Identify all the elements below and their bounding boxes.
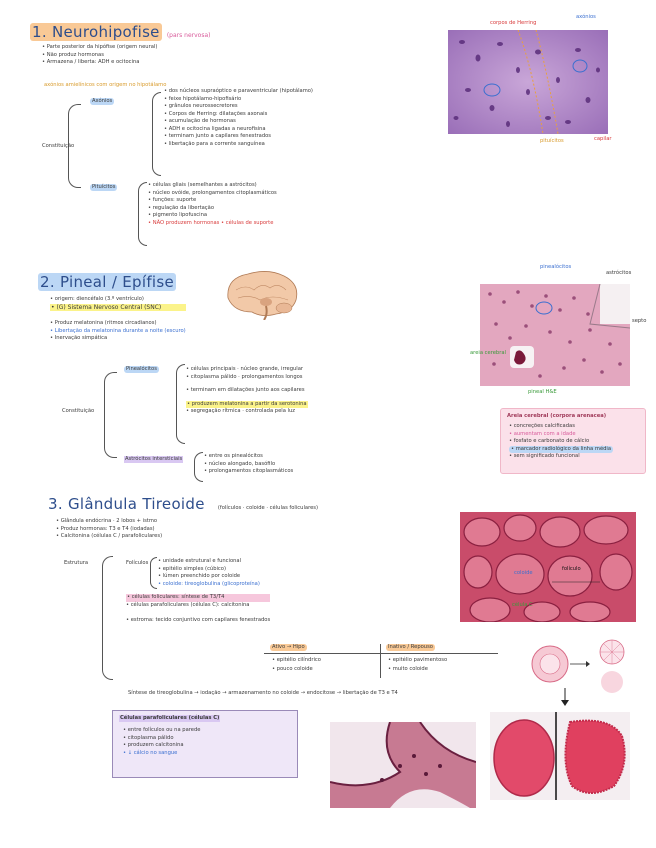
list-item: • produzem melatonina a partir da serotonina (187, 400, 307, 407)
table-cell: • muito coloide (388, 666, 428, 672)
list-item: • regulação da libertação (148, 204, 215, 211)
list-item: • marcador radiológico da linha média (511, 445, 612, 452)
list-item: • unidade estrutural e funcional (158, 558, 242, 564)
section-1-header (30, 22, 210, 41)
list-item: • ↓ cálcio no sangue (123, 749, 178, 756)
table-divider (380, 644, 381, 678)
section-2-main-brace (104, 372, 117, 458)
s1-img-label-herring: corpos de Herring (490, 20, 537, 26)
s1-img-label-pituicytes: pituícitos (540, 138, 564, 144)
list-item: • produzem calcitonina (123, 742, 184, 748)
list-item: • citoplasma pálido · prolongamentos longos (186, 373, 303, 380)
table-header-active: Ativo → Hipo (272, 644, 305, 650)
list-item: • prolongamentos citoplasmáticos (204, 468, 294, 474)
parafollicular-lines (123, 727, 200, 757)
s3-main-brace (102, 556, 113, 680)
intro-line: • Glândula endócrina · 2 lobos + istmo (56, 518, 158, 524)
parafollicular-title: Células parafoliculares (células C) (120, 715, 220, 721)
colloid-comparison-micrograph (490, 712, 630, 800)
down-arrow-icon (560, 688, 570, 706)
brain-illustration (222, 268, 302, 320)
s2-img-label-pinealocytes: pinealócitos (540, 264, 572, 270)
list-item: • estroma: tecido conjuntivo com capilares fenestrados (126, 617, 271, 623)
section-2-title: 2. Pineal / Epífise (40, 273, 175, 291)
brain-sand-box (500, 408, 646, 474)
section-3-hint: (folículos · coloide · células foliculares) (217, 505, 319, 511)
table-cell: • pouco coloide (272, 666, 313, 672)
intro-line: • Libertação da melatonina durante a noite (escuro) (50, 327, 186, 334)
list-item: • grânulos neurossecretores (164, 103, 238, 109)
table-cell: • epitélio cilíndrico (272, 657, 321, 663)
s2-branch1-lines (186, 366, 308, 416)
section-1-intro (42, 44, 157, 67)
list-item: • NÃO produzem hormonas • células de suporte (148, 219, 274, 226)
brain-sand-lines (509, 423, 613, 461)
s3-img-label-follicle: folículo (562, 566, 581, 572)
s2-img-label-septum: septo (632, 318, 647, 324)
intro-line: • Produz melatonina (ritmos circadianos) (50, 320, 157, 326)
list-item: • Corpos de Herring: dilatações axonais (164, 110, 268, 117)
list-item: • núcleo ovóide, prolongamentos citoplasmáticos (148, 189, 277, 196)
s1-branch1-lines (164, 88, 313, 148)
section-3-header (48, 494, 318, 513)
intro-line: • Parte posterior da hipófise (origem neural) (42, 44, 158, 50)
s3-sub2-lines (126, 594, 270, 625)
intro-line: • Produz hormonas: T3 e T4 (iodadas) (56, 525, 155, 532)
s1-branch1-label: Axónios (92, 98, 113, 104)
section-3-title: 3. Glândula Tireoide (48, 495, 205, 513)
neurohypophysis-micrograph (448, 30, 608, 134)
list-item: • lúmen preenchido por coloide (158, 573, 241, 579)
s1-branch2-lines (148, 182, 277, 227)
s2-branch2-lines (204, 453, 293, 476)
table-cell: • epitélio pavimentoso (388, 657, 448, 663)
list-item: • dos núcleos supraóptico e paraventricular (hipotálamo) (164, 88, 313, 94)
section-2-intro (50, 296, 186, 343)
section-2-brace-label: Constituição (62, 408, 95, 414)
intro-line: • (G) Sistema Nervoso Central (SNC) (50, 304, 186, 312)
list-item: • entre os pinealócitos (204, 453, 263, 459)
s1-branch1-brace (152, 92, 161, 176)
s1-img-label-capillary: capilar (594, 136, 612, 142)
list-item: • citoplasma pálido (123, 734, 174, 741)
s2-img-label-sand: areia cerebral (470, 350, 506, 356)
s3-sub1-lines (158, 558, 260, 588)
follicle-diagrams (520, 636, 636, 696)
list-item: • entre folículos ou na parede (123, 727, 201, 733)
list-item: • células foliculares: síntese de T3/T4 (126, 594, 270, 602)
list-item: • feixe hipotálamo-hipofisário (164, 95, 242, 102)
follicle-state-table (264, 644, 498, 680)
s3-img-label-colloid: coloide (514, 570, 533, 576)
intro-line: • origem: diencéfalo (3.º ventrículo) (50, 296, 144, 302)
s3-sub1-label: Folículos (126, 560, 149, 566)
list-item: • células principais · núcleo grande, irregular (186, 366, 304, 372)
section-1-note: axónios amielínicos com origem no hipotálamo (44, 82, 167, 88)
s1-branch2-brace (138, 182, 147, 246)
s1-img-label-axons: axónios (576, 14, 596, 20)
s3-branch-label: Estrutura (64, 560, 89, 566)
section-3-intro (56, 518, 162, 541)
parafollicular-box (112, 710, 298, 778)
list-item: • aumentam com a idade (509, 430, 576, 437)
list-item: • concreções calcificadas (509, 423, 575, 429)
intro-line: • Inervação simpática (50, 335, 108, 341)
list-item: • pigmento lipofuscina (148, 212, 208, 218)
list-item: • libertação para a corrente sanguínea (164, 140, 265, 147)
list-item: • fosfato e carbonato de cálcio (509, 438, 590, 444)
section-1-brace-label: Constituição (42, 143, 75, 149)
list-item: • células parafoliculares (células C): calcitonina (126, 601, 250, 608)
s1-branch2-label: Pituícitos (92, 184, 116, 190)
s2-img-label-astrocytes: astrócitos (606, 270, 632, 276)
list-item: • acumulação de hormonas (164, 118, 236, 124)
intro-line: • Calcitonina (células C / parafoliculares) (56, 533, 163, 539)
s3-footer-note: Síntese de tireoglobulina → iodação → armazenamento no coloide → endocitose → libertação de T3 e T4 (128, 690, 398, 696)
list-item: • funções: suporte (148, 197, 197, 203)
pineal-micrograph (480, 284, 630, 386)
list-item: • epitélio simples (cúbico) (158, 565, 226, 572)
intro-line: • Armazena / liberta: ADH e ocitocina (42, 59, 140, 65)
s2-branch1-brace (176, 364, 185, 444)
s3-sub1-brace (150, 557, 157, 589)
s2-branch1-label: Pinealócitos (126, 366, 157, 372)
s2-img-caption: pineal H&E (528, 389, 557, 395)
section-1-title: 1. Neurohipofise (32, 23, 160, 41)
intro-line: • Não produz hormonas (42, 51, 104, 58)
list-item: • ADH e ocitocina ligadas a neurofisina (164, 125, 266, 132)
list-item: • coloide: tireoglobulina (glicoproteína) (158, 580, 260, 587)
list-item: • terminam em dilatações junto aos capilares (186, 387, 305, 393)
list-item: • núcleo alongado, basófilo (204, 460, 276, 467)
table-rule (264, 653, 498, 654)
s3-img-label-ccell: célula C (512, 602, 533, 608)
section-1-hint: (pars nervosa) (166, 32, 211, 39)
table-header-inactive: Inativo / Repouso (388, 644, 433, 650)
list-item: • células gliais (semelhantes a astrócitos) (148, 182, 257, 188)
list-item: • segregação rítmica · controlada pela luz (186, 408, 295, 414)
s2-branch2-brace (194, 452, 203, 482)
thyroid-micrograph (460, 512, 636, 622)
list-item: • sem significado funcional (509, 453, 580, 459)
parafollicular-micrograph (330, 722, 476, 808)
brain-sand-title: Areia cerebral (corpora arenacea) (507, 413, 607, 419)
section-2-header (38, 272, 176, 291)
s2-branch2-label: Astrócitos intersticiais (125, 456, 183, 462)
list-item: • terminam junto a capilares fenestrados (164, 133, 272, 139)
